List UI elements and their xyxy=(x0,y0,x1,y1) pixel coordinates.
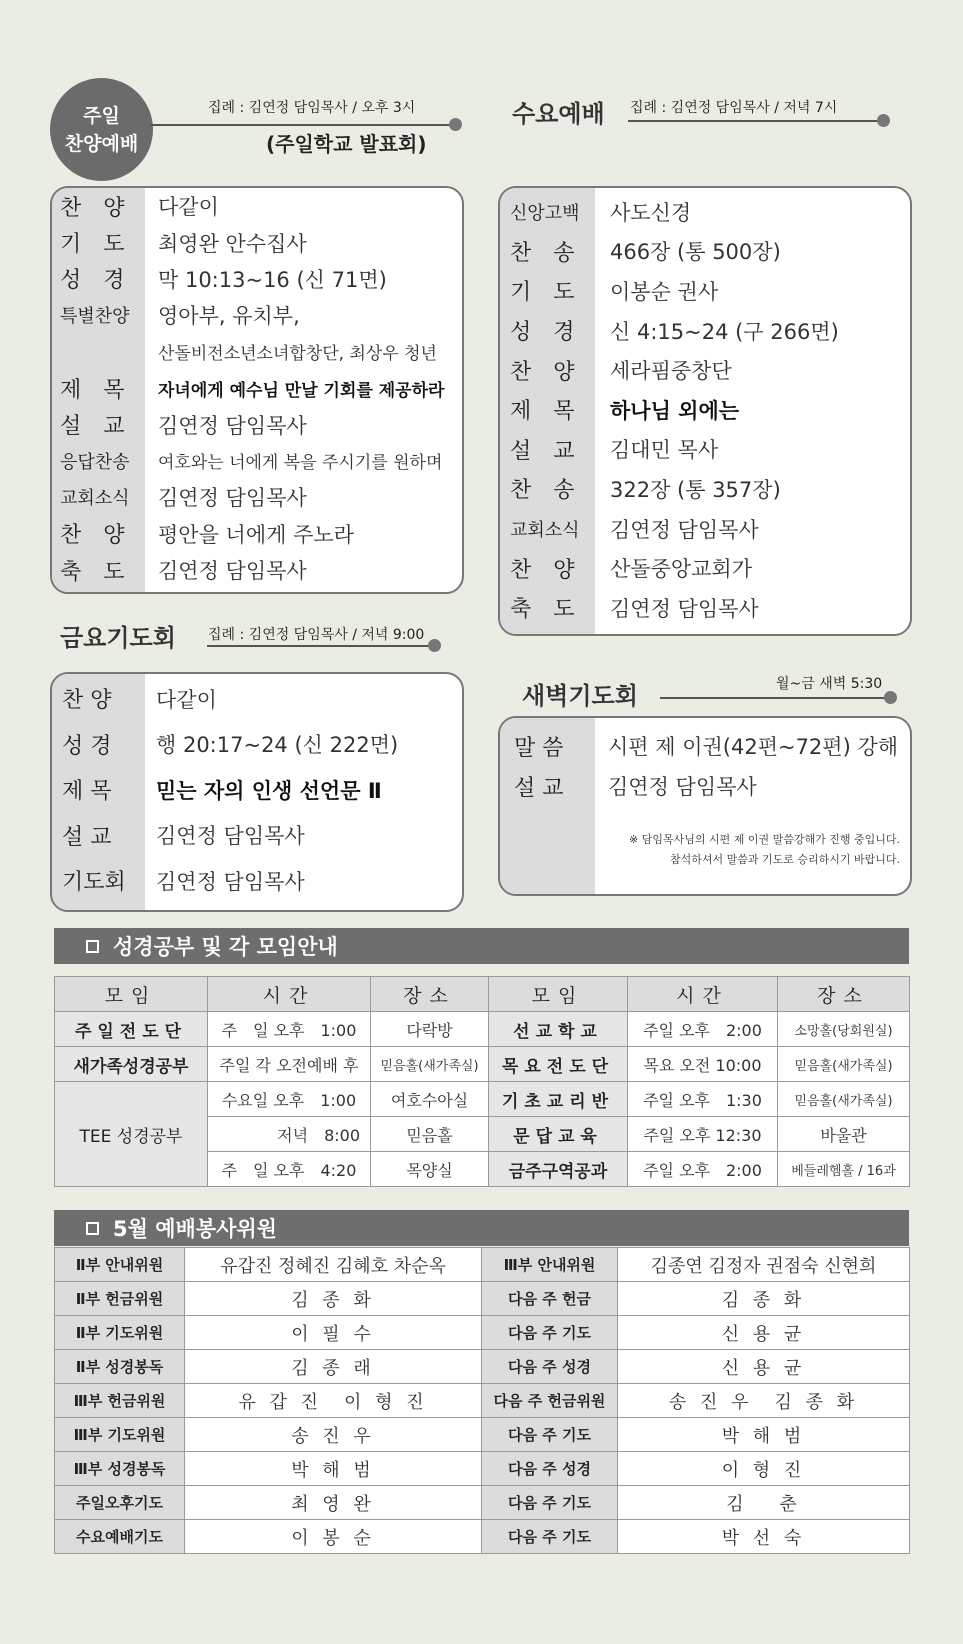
sunday-order-box xyxy=(50,186,464,594)
volunteers-table xyxy=(54,1247,910,1554)
friday-divider-dot xyxy=(428,639,441,652)
friday-row-label: 기도회 xyxy=(62,870,126,896)
wednesday-row-value: 하나님 외에는 xyxy=(610,398,740,423)
volunteer-names-cell: 유 갑 진 이 형 진 xyxy=(185,1384,482,1418)
sunday-badge-line2: 찬양예배 xyxy=(64,132,139,155)
dawn-meta: 월~금 새벽 5:30 xyxy=(776,676,883,692)
sunday-row xyxy=(60,188,219,224)
wednesday-row-value: 이봉순 권사 xyxy=(610,279,719,304)
volunteer-row xyxy=(55,1282,910,1316)
volunteers-section-header xyxy=(54,1210,909,1246)
sunday-meta: 집례 : 김연정 담임목사 / 오후 3시 xyxy=(208,100,416,116)
sunday-row-value: 김연정 담임목사 xyxy=(158,559,307,584)
sunday-row-label: 응답찬송 xyxy=(60,451,130,473)
volunteers-section-title: 5월 예배봉사위원 xyxy=(113,1217,277,1241)
volunteer-role-cell: Ⅲ부 헌금위원 xyxy=(55,1384,185,1418)
wednesday-row xyxy=(510,271,718,311)
volunteer-role-cell: 다음 주 헌금위원 xyxy=(482,1384,618,1418)
wednesday-row xyxy=(510,390,739,430)
checkbox-square-icon xyxy=(86,940,99,953)
study-group-cell: TEE 성경공부 xyxy=(55,1082,208,1187)
wednesday-row-value: 김연정 담임목사 xyxy=(610,596,759,621)
volunteer-names-cell: 박 해 범 xyxy=(185,1452,482,1486)
volunteer-role-cell: Ⅲ부 안내위원 xyxy=(482,1248,618,1282)
wednesday-row xyxy=(510,430,718,470)
dawn-row xyxy=(514,726,898,766)
dawn-order-box xyxy=(498,716,912,896)
sunday-row-label: 특별찬양 xyxy=(60,306,130,328)
study-time-cell: 주 일 오후 1:00 xyxy=(208,1012,371,1047)
friday-row-value: 행 20:17~24 (신 222면) xyxy=(156,733,399,758)
sunday-row-value: 최영완 안수집사 xyxy=(158,231,307,256)
sunday-row-value: 산돌비전소년소녀합창단, 최상우 청년 xyxy=(158,344,437,365)
dawn-note-line1: ※ 담임목사님의 시편 제 이권 말씀강해가 진행 중입니다. xyxy=(629,833,900,846)
volunteer-role-cell: 다음 주 성경 xyxy=(482,1350,618,1384)
study-time-cell: 주일 오후 1:30 xyxy=(628,1082,778,1117)
dawn-note-line2: 참석하셔서 말씀과 기도로 승리하시기 바랍니다. xyxy=(669,853,900,866)
volunteer-names-cell: 박 해 범 xyxy=(618,1418,910,1452)
wednesday-row xyxy=(510,350,732,390)
friday-row-label: 찬 양 xyxy=(62,688,112,714)
volunteer-names-cell: 신 용 균 xyxy=(618,1350,910,1384)
volunteer-names-cell: 이 형 진 xyxy=(618,1452,910,1486)
volunteer-row xyxy=(55,1384,910,1418)
study-time-cell: 주 일 오후 4:20 xyxy=(208,1152,371,1187)
sunday-row-value: 자녀에게 예수님 만날 기회를 제공하라 xyxy=(158,380,445,401)
friday-row xyxy=(62,767,382,813)
volunteer-names-cell: 김 종 화 xyxy=(618,1282,910,1316)
study-place-cell: 여호수아실 xyxy=(371,1082,489,1117)
friday-order-box xyxy=(50,672,464,912)
wednesday-order-box xyxy=(498,186,912,636)
wednesday-row-label: 교회소식 xyxy=(510,519,580,541)
volunteer-role-cell: Ⅱ부 헌금위원 xyxy=(55,1282,185,1316)
study-place-cell: 다락방 xyxy=(371,1012,489,1047)
sunday-row-label: 기 도 xyxy=(60,232,125,258)
wednesday-row-value: 산돌중앙교회가 xyxy=(610,557,753,582)
friday-row xyxy=(62,722,398,768)
wednesday-row-value: 김대민 목사 xyxy=(610,438,719,463)
sunday-row xyxy=(60,516,354,552)
sunday-row xyxy=(60,297,300,333)
study-time-cell: 주일 오후 12:30 xyxy=(628,1117,778,1152)
dawn-divider xyxy=(660,697,885,699)
volunteer-role-cell: 주일오후기도 xyxy=(55,1486,185,1520)
study-time-cell: 수요일 오후 1:00 xyxy=(208,1082,371,1117)
volunteer-role-cell: 다음 주 기도 xyxy=(482,1486,618,1520)
study-row xyxy=(55,1047,910,1082)
friday-row-label: 제 목 xyxy=(62,779,112,805)
friday-row xyxy=(62,858,305,904)
volunteer-role-cell: 다음 주 성경 xyxy=(482,1452,618,1486)
friday-row-label: 설 교 xyxy=(62,824,112,850)
study-place-cell: 목양실 xyxy=(371,1152,489,1187)
wednesday-row xyxy=(510,548,752,588)
study-section-title: 성경공부 및 각 모임안내 xyxy=(113,935,338,959)
study-place-cell: 소망홀(당회원실) xyxy=(778,1012,910,1047)
study-group-cell: 금주구역공과 xyxy=(489,1152,628,1187)
study-header-cell: 시간 xyxy=(208,977,371,1012)
volunteer-row xyxy=(55,1486,910,1520)
volunteer-role-cell: 다음 주 기도 xyxy=(482,1418,618,1452)
friday-title: 금요기도회 xyxy=(60,624,176,652)
friday-row-value: 믿는 자의 인생 선언문 Ⅱ xyxy=(156,778,382,803)
study-group-cell: 새가족성경공부 xyxy=(55,1047,208,1082)
volunteer-role-cell: Ⅲ부 성경봉독 xyxy=(55,1452,185,1486)
wednesday-row xyxy=(510,509,759,549)
volunteer-names-cell: 이 봉 순 xyxy=(185,1520,482,1554)
volunteer-names-cell: 이 필 수 xyxy=(185,1316,482,1350)
volunteer-names-cell: 송 진 우 xyxy=(185,1418,482,1452)
wednesday-row-value: 322장 (통 357장) xyxy=(610,477,781,502)
volunteer-names-cell: 최 영 완 xyxy=(185,1486,482,1520)
study-header-cell: 모임 xyxy=(55,977,208,1012)
sunday-row-label: 찬 양 xyxy=(60,195,125,221)
volunteer-names-cell: 김 종 화 xyxy=(185,1282,482,1316)
wednesday-row-label: 찬 양 xyxy=(510,359,575,385)
sunday-badge-line1: 주일 xyxy=(83,104,120,127)
friday-row-value: 김연정 담임목사 xyxy=(156,824,305,849)
friday-meta: 집례 : 김연정 담임목사 / 저녁 9:00 xyxy=(208,627,425,643)
friday-row-value: 다같이 xyxy=(156,687,217,712)
study-schedule-table xyxy=(54,976,910,1187)
dawn-note xyxy=(629,830,900,870)
volunteer-names-cell: 김 종 래 xyxy=(185,1350,482,1384)
wednesday-divider-dot xyxy=(877,114,890,127)
wednesday-row-label: 설 교 xyxy=(510,438,575,464)
volunteer-role-cell: Ⅱ부 성경봉독 xyxy=(55,1350,185,1384)
sunday-row xyxy=(60,370,444,406)
study-time-cell: 주일 오후 2:00 xyxy=(628,1012,778,1047)
dawn-row-value: 시편 제 이권(42편~72편) 강해 xyxy=(608,735,899,759)
sunday-row-label: 성 경 xyxy=(60,268,125,294)
study-place-cell: 믿음홀(새가족실) xyxy=(778,1047,910,1082)
study-group-cell: 주일전도단 xyxy=(55,1012,208,1047)
wednesday-row-value: 사도신경 xyxy=(610,200,692,225)
volunteer-row xyxy=(55,1418,910,1452)
study-place-cell: 바울관 xyxy=(778,1117,910,1152)
volunteer-names-cell: 유갑진 정혜진 김혜호 차순옥 xyxy=(185,1248,482,1282)
study-place-cell: 믿음홀(새가족실) xyxy=(371,1047,489,1082)
sunday-row-value: 김연정 담임목사 xyxy=(158,486,307,511)
wednesday-meta: 집례 : 김연정 담임목사 / 저녁 7시 xyxy=(630,100,838,116)
volunteer-role-cell: 다음 주 헌금 xyxy=(482,1282,618,1316)
dawn-row xyxy=(514,766,757,806)
wednesday-title: 수요예배 xyxy=(512,100,605,128)
sunday-row-label: 제 목 xyxy=(60,377,125,403)
sunday-row-label: 설 교 xyxy=(60,414,125,440)
wednesday-row-value: 김연정 담임목사 xyxy=(610,517,759,542)
volunteer-row xyxy=(55,1248,910,1282)
study-group-cell: 목요전도단 xyxy=(489,1047,628,1082)
study-header-cell: 시간 xyxy=(628,977,778,1012)
dawn-row-value: 김연정 담임목사 xyxy=(608,775,757,799)
sunday-row xyxy=(60,443,442,479)
volunteer-role-cell: 수요예배기도 xyxy=(55,1520,185,1554)
volunteer-role-cell: Ⅲ부 기도위원 xyxy=(55,1418,185,1452)
study-place-cell: 베들레헴홀 / 16과 xyxy=(778,1152,910,1187)
study-group-cell: 기초교리반 xyxy=(489,1082,628,1117)
sunday-row xyxy=(60,224,307,260)
study-group-cell: 문답교육 xyxy=(489,1117,628,1152)
volunteer-role-cell: 다음 주 기도 xyxy=(482,1520,618,1554)
sunday-row-value: 다같이 xyxy=(158,195,219,220)
volunteer-role-cell: Ⅱ부 기도위원 xyxy=(55,1316,185,1350)
volunteer-role-cell: 다음 주 기도 xyxy=(482,1316,618,1350)
volunteer-names-cell: 송 진 우 김 종 화 xyxy=(618,1384,910,1418)
friday-divider xyxy=(207,645,432,647)
friday-row xyxy=(62,676,217,722)
sunday-row-label: 축 도 xyxy=(60,559,125,585)
study-row xyxy=(55,1082,910,1117)
wednesday-divider xyxy=(628,120,880,122)
study-header-cell: 장소 xyxy=(778,977,910,1012)
dawn-row-label: 말 씀 xyxy=(514,735,564,761)
sunday-row-label: 교회소식 xyxy=(60,488,130,510)
wednesday-row-label: 성 경 xyxy=(510,320,575,346)
wednesday-row-label: 기 도 xyxy=(510,280,575,306)
study-section-header xyxy=(54,928,909,964)
wednesday-row-label: 신앙고백 xyxy=(510,202,580,224)
volunteer-names-cell: 신 용 균 xyxy=(618,1316,910,1350)
wednesday-row-label: 축 도 xyxy=(510,597,575,623)
study-header-cell: 모임 xyxy=(489,977,628,1012)
sunday-divider-dot xyxy=(449,118,462,131)
friday-row-label: 성 경 xyxy=(62,733,112,759)
volunteer-row xyxy=(55,1520,910,1554)
dawn-row-label: 설 교 xyxy=(514,775,564,801)
wednesday-row xyxy=(510,311,839,351)
sunday-subtitle: (주일학교 발표회) xyxy=(266,132,427,156)
sunday-row xyxy=(60,406,307,442)
volunteer-row xyxy=(55,1316,910,1350)
sunday-row xyxy=(60,261,387,297)
wednesday-row-label: 찬 송 xyxy=(510,240,575,266)
volunteer-row xyxy=(55,1452,910,1486)
study-place-cell: 믿음홀 xyxy=(371,1117,489,1152)
volunteer-names-cell: 김종연 김정자 권점숙 신현희 xyxy=(618,1248,910,1282)
wednesday-row-value: 세라핌중창단 xyxy=(610,359,732,384)
sunday-divider xyxy=(150,124,455,126)
dawn-divider-dot xyxy=(884,691,897,704)
study-header-cell: 장소 xyxy=(371,977,489,1012)
study-time-cell: 주일 각 오전예배 후 xyxy=(208,1047,371,1082)
wednesday-row xyxy=(510,588,759,628)
sunday-row xyxy=(60,334,437,370)
study-place-cell: 믿음홀(새가족실) xyxy=(778,1082,910,1117)
sunday-badge xyxy=(50,78,153,181)
wednesday-row-value: 신 4:15~24 (구 266면) xyxy=(610,319,839,344)
sunday-row-value: 평안을 너에게 주노라 xyxy=(158,522,354,547)
sunday-row-value: 막 10:13~16 (신 71면) xyxy=(158,267,387,292)
volunteer-row xyxy=(55,1350,910,1384)
study-time-cell: 목요 오전 10:00 xyxy=(628,1047,778,1082)
wednesday-row xyxy=(510,469,781,509)
wednesday-row-label: 찬 송 xyxy=(510,478,575,504)
sunday-row-value: 영아부, 유치부, xyxy=(158,304,300,329)
sunday-row-label: 찬 양 xyxy=(60,523,125,549)
sunday-row-value: 김연정 담임목사 xyxy=(158,413,307,438)
study-time-cell: 저녁 8:00 xyxy=(208,1117,371,1152)
checkbox-square-icon xyxy=(86,1222,99,1235)
friday-row xyxy=(62,813,305,859)
wednesday-row-value: 466장 (통 500장) xyxy=(610,240,781,265)
friday-row-value: 김연정 담임목사 xyxy=(156,869,305,894)
wednesday-row-label: 찬 양 xyxy=(510,557,575,583)
dawn-title: 새벽기도회 xyxy=(522,682,638,710)
wednesday-row xyxy=(510,232,781,272)
sunday-row xyxy=(60,479,307,515)
wednesday-row-label: 제 목 xyxy=(510,399,575,425)
volunteer-names-cell: 박 선 숙 xyxy=(618,1520,910,1554)
sunday-row-value: 여호와는 너에게 복을 주시기를 원하며 xyxy=(158,453,443,474)
study-row xyxy=(55,1012,910,1047)
sunday-row xyxy=(60,552,307,588)
volunteer-role-cell: Ⅱ부 안내위원 xyxy=(55,1248,185,1282)
volunteer-names-cell: 김 춘 xyxy=(618,1486,910,1520)
study-time-cell: 주일 오후 2:00 xyxy=(628,1152,778,1187)
study-group-cell: 선교학교 xyxy=(489,1012,628,1047)
wednesday-row xyxy=(510,192,691,232)
